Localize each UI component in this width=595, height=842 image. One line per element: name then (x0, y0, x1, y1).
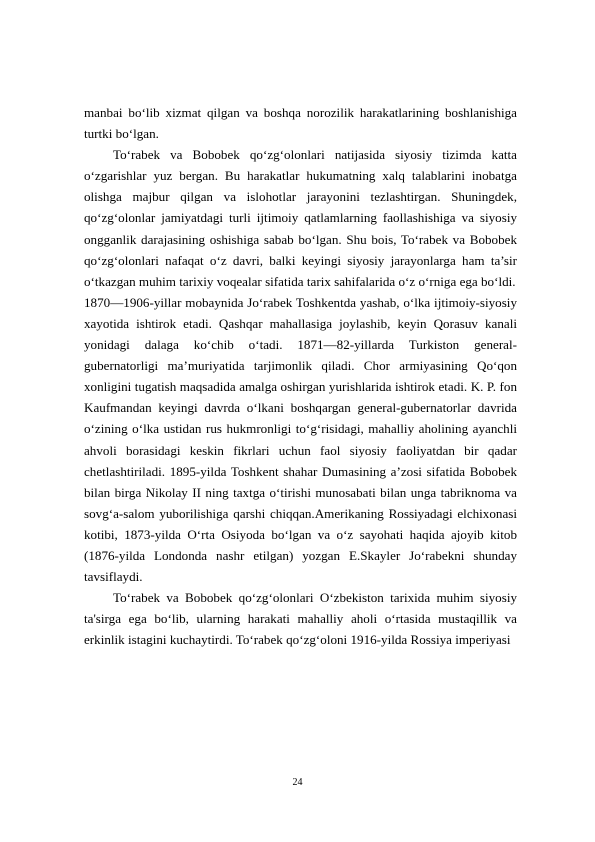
paragraph-2: To‘rabek va Bobobek qo‘zg‘olonlari natijasida siyosiy tizimda katta o‘zgarishlar yuz bergan. Bu harakatlar hukumatning xalq talablarini inobatga olishga majbur qilgan va islohotlar jarayonini tezlashtirgan. Shuningdek, qo‘zg‘olonlar jamiyatdagi turli ijtimoiy qatlamlarning faollashishiga va siyosiy ongganlik darajasining oshishiga sabab bo‘lgan. Shu bois, To‘rabek va Bobobek qo‘zg‘olonlari nafaqat o‘z davri, balki keyingi siyosiy jarayonlarga ham ta’sir o‘tkazgan muhim tarixiy voqealar sifatida tarix sahifalarida o‘z o‘rniga ega bo‘ldi. (84, 147, 517, 289)
page-number: 24 (292, 777, 303, 788)
paragraph-4: To‘rabek va Bobobek qo‘zg‘olonlari O‘zbekiston tarixida muhim siyosiy ta'sirga ega bo‘lib, ularning harakati mahalliy aholi o‘rtasida mustaqillik va erkinlik istagini kuchaytirdi. To‘rabek qo‘zg‘oloni 1916-yilda Rossiya imperiyasi (84, 590, 517, 648)
paragraph-3: 1870—1906-yillar mobaynida Jo‘rabek Toshkentda yashab, o‘lka ijtimoiy-siyosiy xayotida ishtirok etadi. Qashqar mahallasiga joylashib, keyin Qorasuv kanali yonidagi dalaga ko‘chib o‘tadi. 1871—82-yillarda Turkiston general-gubernatorligi ma’muriyatida tarjimonlik qiladi. Chor armiyasining Qo‘qon xonligini tugatish maqsadida amalga oshirgan yurishlarida ishtirok etadi. K. P. fon Kaufmandan keyingi davrda o‘lkani boshqargan general-gubernatorlar davrida o‘zining o‘lka ustidan rus hukmronligi to‘g‘risidagi, mahalliy aholining ayanchli ahvoli borasidagi keskin fikrlari uchun faol siyosiy faoliyatdan bir qadar chetlashtiriladi. 1895-yilda Toshkent shahar Dumasining a’zosi sifatida Bobobek bilan birga Nikolay II ning taxtga o‘tirishi munosabati bilan unga tabriknoma va sovg‘a-salom yuborilishiga qarshi chiqqan.Amerikaning Rossiyadagi elchixonasi kotibi, 1873-yilda O‘rta Osiyoda bo‘lgan va o‘z sayohati haqida ajoyib kitob (1876-yilda Londonda nashr etilgan) yozgan E.Skayler Jo‘rabekni shunday tavsiflaydi. (84, 294, 517, 585)
document-page-body (84, 102, 517, 650)
paragraph-1: manbai bo‘lib xizmat qilgan va boshqa norozilik harakatlarining boshlanishiga turtki bo‘lgan. (84, 105, 517, 142)
